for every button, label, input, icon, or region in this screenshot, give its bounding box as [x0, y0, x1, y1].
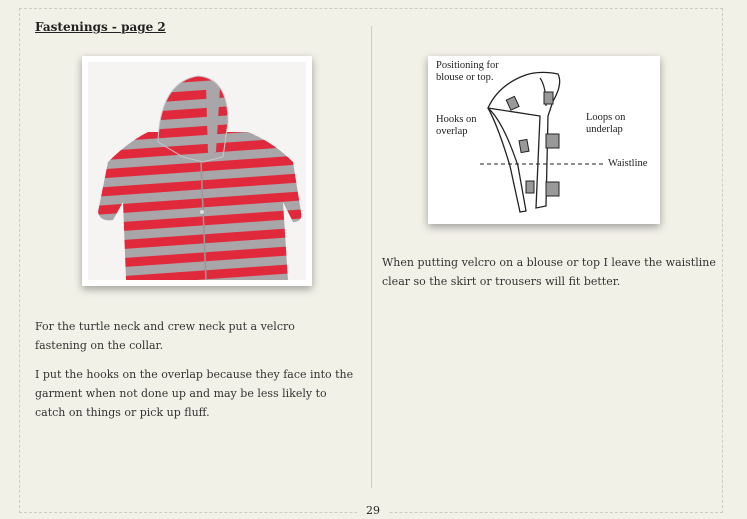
- diagram-label-positioning: Positioning for blouse or top.: [436, 60, 499, 83]
- column-divider: [371, 26, 372, 488]
- page-number: 29: [358, 504, 388, 517]
- paragraph-collar: For the turtle neck and crew neck put a velcro fastening on the collar.: [35, 320, 295, 352]
- page-heading: Fastenings - page 2: [35, 20, 166, 34]
- diagram-label-hooks: Hooks on overlap: [436, 114, 477, 137]
- striped-top-image: [88, 62, 306, 280]
- velcro-diagram: [428, 56, 660, 224]
- diagram-label-waistline: Waistline: [608, 158, 648, 169]
- paragraph-hooks: I put the hooks on the overlap because they face into the garment when not done up and may be less likely to catch on things or pick up fluff.: [35, 368, 354, 419]
- diagram-label-loops: Loops on underlap: [586, 112, 626, 135]
- garment-photo: [82, 56, 312, 286]
- paragraph-waistline: When putting velcro on a blouse or top I leave the waistline clear so the skirt or trousers will fit better.: [382, 256, 716, 288]
